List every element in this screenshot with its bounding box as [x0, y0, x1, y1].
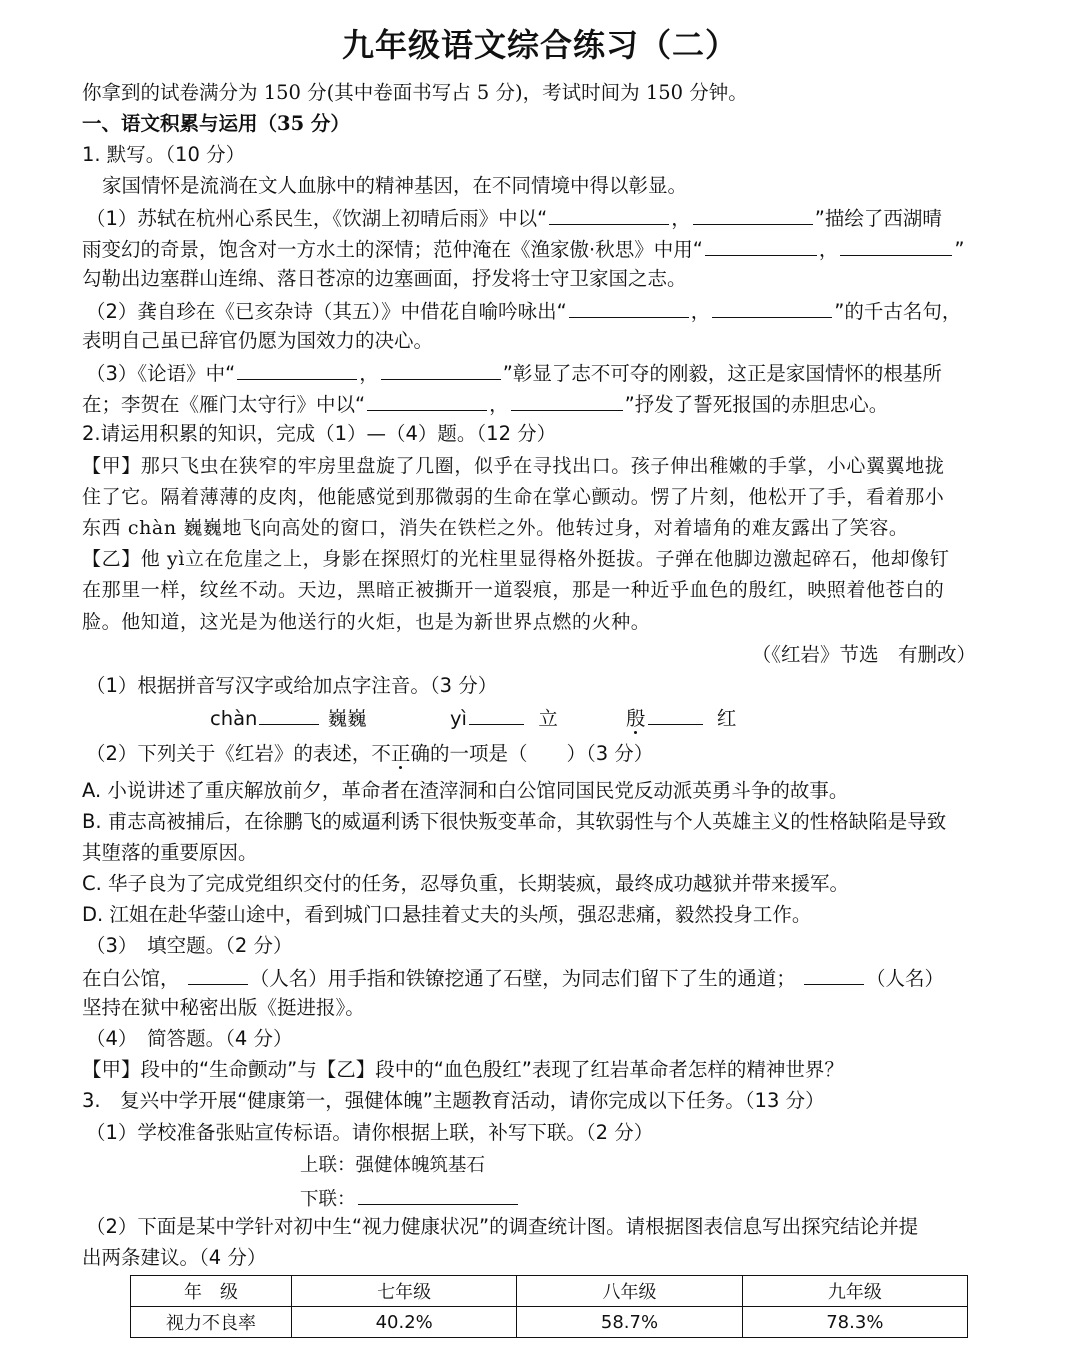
q2-sub3-line2: 坚持在狱中秘密出版《挺进报》。	[82, 996, 365, 1019]
q3-sub2-line2: 出两条建议。（4 分）	[82, 1246, 267, 1269]
pinyin-item-yi: yì 立	[450, 702, 558, 734]
table-header-cell: 七年级	[292, 1276, 517, 1307]
intro-text: 你拿到的试卷满分为 150 分(其中卷面书写占 5 分)，考试时间为 150 分钟。	[82, 81, 748, 104]
answer-blank[interactable]	[693, 202, 813, 225]
answer-blank[interactable]	[367, 388, 487, 411]
option-b-line1[interactable]: B. 甫志高被捕后，在徐鹏飞的威逼利诱下很快叛变革命，其软弱性与个人英雄主义的性格缺陷是导致	[82, 810, 947, 833]
q2-sub3-line1: 在白公馆， （人名）用手指和铁镣挖通了石壁，为同志们留下了生的通道； （人名）	[82, 962, 1024, 994]
q1-lead: 家国情怀是流淌在文人血脉中的精神基因，在不同情境中得以彰显。	[102, 174, 688, 197]
answer-blank[interactable]	[549, 202, 669, 225]
q1-part1-line1: （1）苏轼在杭州心系民生，《饮湖上初晴后雨》中以“ ， ”描绘了西湖晴	[86, 202, 1024, 234]
table-header-cell: 九年级	[742, 1276, 967, 1307]
page-title: 九年级语文综合练习（二）	[341, 26, 738, 64]
answer-blank[interactable]	[712, 295, 832, 318]
answer-blank[interactable]	[237, 357, 357, 380]
table-cell: 58.7%	[517, 1307, 742, 1338]
q1-part1-line2: 雨变幻的奇景，饱含对一方水土的深情；范仲淹在《渔家傲·秋思》中用“ ， ”	[82, 233, 1024, 265]
section-heading: 一、语文积累与运用（35 分）	[82, 112, 350, 135]
passage-jia-line3: 东西 chàn 巍巍地飞向高处的窗口，消失在铁栏之外。他转过身，对着墙角的难友露出了笑容。	[82, 517, 909, 539]
q2-sub4-question: 【甲】段中的“生命颤动”与【乙】段中的“血色殷红”表现了红岩革命者怎样的精神世界？	[82, 1058, 844, 1081]
answer-blank[interactable]	[381, 357, 501, 380]
couplet-lower: 下联：	[300, 1182, 520, 1215]
option-c[interactable]: C. 华子良为了完成党组织交付的任务，忍辱负重，长期装疯，最终成功越狱并带来援军。	[82, 872, 850, 895]
table-header-row	[131, 1276, 968, 1307]
couplet-upper: 上联：强健体魄筑基石	[300, 1155, 486, 1176]
q2-sub2-heading: （2）下列关于《红岩》的表述，不正确的一项是（ ）（3 分）	[86, 742, 654, 765]
q1-part1-line3: 勾勒出边塞群山连绵、落日苍凉的边塞画面，抒发将士守卫家国之志。	[82, 267, 687, 290]
answer-blank[interactable]	[840, 233, 952, 256]
answer-blank[interactable]	[648, 702, 703, 725]
table-row-label: 视力不良率	[131, 1307, 292, 1338]
passage-source: （《红岩》节选 有删改）	[751, 643, 976, 666]
option-d[interactable]: D. 江姐在赴华蓥山途中，看到城门口悬挂着丈夫的头颅，强忍悲痛，毅然投身工作。	[82, 903, 812, 926]
answer-blank[interactable]	[511, 388, 623, 411]
q3-sub1-heading: （1）学校准备张贴宣传标语。请你根据上联，补写下联。（2 分）	[86, 1121, 654, 1144]
q3-sub2-line1: （2）下面是某中学针对初中生“视力健康状况”的调查统计图。请根据图表信息写出探究结论并提	[86, 1215, 919, 1238]
answer-blank[interactable]	[358, 1182, 518, 1205]
passage-jia-line2: 住了它。隔着薄薄的皮肉，他能感觉到那微弱的生命在掌心颤动。愣了片刻，他松开了手，看着那小	[82, 486, 945, 508]
q2-sub4-heading: （4） 简答题。（4 分）	[86, 1027, 293, 1050]
option-b-line2[interactable]: 其堕落的重要原因。	[82, 841, 258, 864]
answer-blank[interactable]	[569, 295, 689, 318]
q1-heading: 1. 默写。（10 分）	[82, 143, 246, 166]
passage-yi-line3: 脸。他知道，这光是为他送行的火炬，也是为新世界点燃的火种。	[82, 611, 651, 633]
q2-sub3-heading: （3） 填空题。（2 分）	[86, 934, 293, 957]
passage-yi-line1: 【乙】他 yì立在危崖之上，身影在探照灯的光柱里显得格外挺拔。子弹在他脚边激起碎石，他却像钉	[82, 548, 950, 570]
answer-blank[interactable]	[188, 962, 248, 985]
table-cell: 78.3%	[742, 1307, 967, 1338]
option-a[interactable]: A. 小说讲述了重庆解放前夕，革命者在渣滓洞和白公馆同国民党反动派英勇斗争的故事。	[82, 779, 849, 802]
vision-stats-table	[130, 1275, 968, 1338]
answer-blank[interactable]	[705, 233, 817, 256]
q1-part2-line1: （2）龚自珍在《已亥杂诗（其五）》中借花自喻吟咏出“ ， ”的千古名句，	[86, 295, 1024, 327]
q1-part3-line1: （3）《论语》中“ ， ”彰显了志不可夺的刚毅，这正是家国情怀的根基所	[86, 357, 1024, 389]
answer-blank[interactable]	[804, 962, 864, 985]
pinyin-item-yin: 殷 红	[626, 702, 736, 734]
passage-jia-line1: 【甲】那只飞虫在狭窄的牢房里盘旋了几圈，似乎在寻找出口。孩子伸出稚嫩的手掌，小心翼翼地拢	[82, 455, 945, 477]
q2-sub1-heading: （1）根据拼音写汉字或给加点字注音。（3 分）	[86, 674, 498, 697]
q1-part3-line2: 在；李贺在《雁门太守行》中以“ ， ”抒发了誓死报国的赤胆忠心。	[82, 388, 1024, 420]
answer-blank[interactable]	[469, 702, 524, 725]
table-header-cell: 八年级	[517, 1276, 742, 1307]
table-row	[131, 1307, 968, 1338]
table-header-cell: 年 级	[131, 1276, 292, 1307]
passage-yi-line2: 在那里一样，纹丝不动。天边，黑暗正被撕开一道裂痕，那是一种近乎血色的殷红，映照着他苍白的	[82, 579, 945, 601]
table-cell: 40.2%	[292, 1307, 517, 1338]
pinyin-item-chan: chàn 巍巍	[210, 702, 367, 734]
q1-part2-line2: 表明自己虽已辞官仍愿为国效力的决心。	[82, 329, 434, 352]
answer-blank[interactable]	[259, 702, 319, 725]
q2-heading: 2.请运用积累的知识，完成（1）—（4）题。（12 分）	[82, 422, 557, 445]
q3-heading: 3. 复兴中学开展“健康第一，强健体魄”主题教育活动，请你完成以下任务。（13 分）	[82, 1089, 825, 1112]
